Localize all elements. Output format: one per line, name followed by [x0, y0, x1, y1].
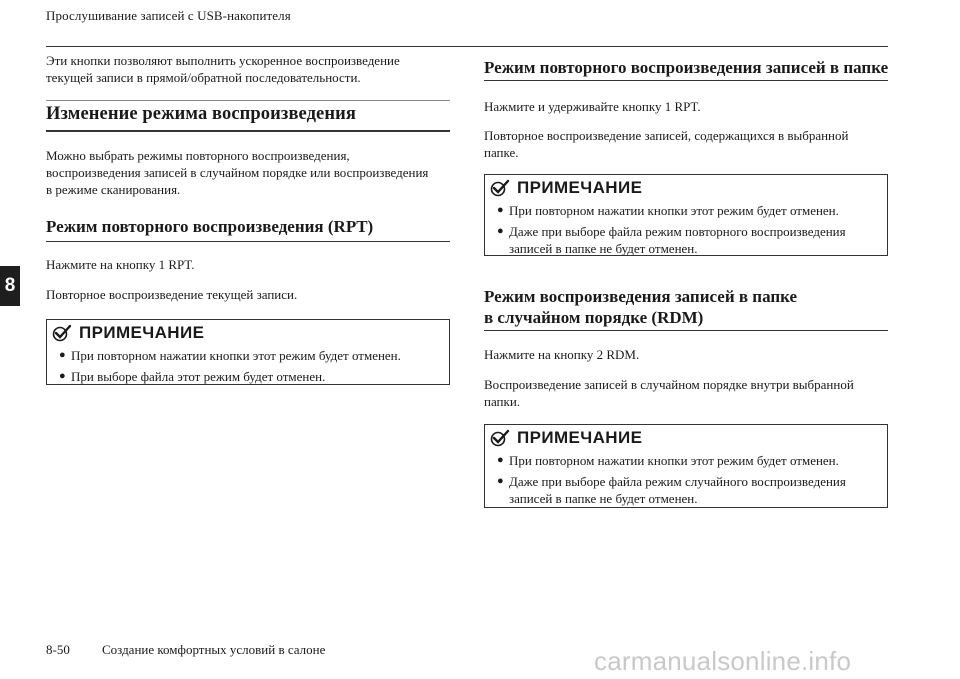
checkmark-icon: [489, 429, 511, 447]
note-header: [485, 175, 887, 198]
description-line: папки.: [484, 394, 521, 409]
note-item: ● При повторном нажатии кнопки этот режим будет отменен.: [497, 203, 839, 218]
folder-repeat-instruction: Нажмите и удерживайте кнопку 1 RPT.: [484, 99, 701, 114]
intro-line: текущей записи в прямой/обратной последовательности.: [46, 70, 361, 85]
note-label: ПРИМЕЧАНИЕ: [517, 428, 643, 447]
rdm-heading-rule: [484, 330, 888, 331]
footer-chapter-title: Создание комфортных условий в салоне: [102, 642, 326, 657]
checkmark-icon: [489, 179, 511, 197]
rdm-description: [484, 376, 854, 410]
intro-line: Эти кнопки позволяют выполнить ускоренное воспроизведение: [46, 53, 400, 68]
intro-paragraph: [46, 52, 400, 86]
section-line: Можно выбрать режимы повторного воспроизведения,: [46, 148, 350, 163]
note-item: ● При повторном нажатии кнопки этот режим будет отменен.: [59, 348, 401, 363]
bullet-icon: ●: [497, 454, 504, 466]
header-divider: [46, 46, 888, 47]
note-header: [47, 320, 449, 343]
note-header: [485, 425, 887, 448]
section-line: воспроизведения записей в случайном порядке или воспроизведения: [46, 165, 429, 180]
note-list: [47, 347, 449, 385]
chapter-tab: 8: [0, 266, 20, 306]
note-item: ● Даже при выборе файла режим повторного воспроизведения записей в папке не будет отменен.: [497, 224, 846, 256]
note-item: ● При повторном нажатии кнопки этот режим будет отменен.: [497, 453, 839, 468]
folder-repeat-heading: Режим повторного воспроизведения записей в папке: [484, 58, 889, 77]
rdm-heading-line: Режим воспроизведения записей в папке: [484, 287, 798, 306]
rpt-description: Повторное воспроизведение текущей записи.: [46, 287, 298, 302]
rdm-heading-line: в случайном порядке (RDM): [484, 308, 704, 327]
bullet-icon: ●: [59, 349, 66, 361]
watermark: carmanualsonline.info: [594, 646, 852, 676]
note-label: ПРИМЕЧАНИЕ: [517, 178, 643, 197]
description-line: Воспроизведение записей в случайном порядке внутри выбранной: [484, 377, 854, 392]
section-line: в режиме сканирования.: [46, 182, 181, 197]
section-heading-box: [46, 100, 450, 132]
section-paragraph: [46, 147, 428, 198]
bullet-icon: ●: [497, 225, 504, 237]
folder-repeat-note-box: [484, 174, 888, 256]
rdm-heading: [484, 286, 797, 328]
bullet-icon: ●: [497, 204, 504, 216]
checkmark-icon: [51, 324, 73, 342]
rdm-note-box: [484, 424, 888, 508]
bullet-icon: ●: [497, 475, 504, 487]
folder-repeat-heading-rule: [484, 80, 888, 81]
note-list: [485, 202, 887, 257]
rpt-note-box: [46, 319, 450, 385]
note-list: [485, 452, 887, 507]
note-label: ПРИМЕЧАНИЕ: [79, 323, 205, 342]
rpt-heading-rule: [46, 241, 450, 242]
rdm-instruction: Нажмите на кнопку 2 RDM.: [484, 347, 640, 362]
description-line: папке.: [484, 145, 519, 160]
bullet-icon: ●: [59, 370, 66, 382]
note-item: ● Даже при выборе файла режим случайного воспроизведения записей в папке не будет отменен.: [497, 474, 846, 506]
section-heading: Изменение режима воспроизведения: [46, 104, 356, 124]
running-header: Прослушивание записей с USB-накопителя: [46, 8, 291, 23]
folder-repeat-description: [484, 127, 848, 161]
rpt-instruction: Нажмите на кнопку 1 RPT.: [46, 257, 195, 272]
note-item: ● При выборе файла этот режим будет отменен.: [59, 369, 326, 384]
page-number: 8-50: [46, 642, 70, 657]
description-line: Повторное воспроизведение записей, содержащихся в выбранной: [484, 128, 849, 143]
rpt-heading: Режим повторного воспроизведения (RPT): [46, 217, 374, 236]
